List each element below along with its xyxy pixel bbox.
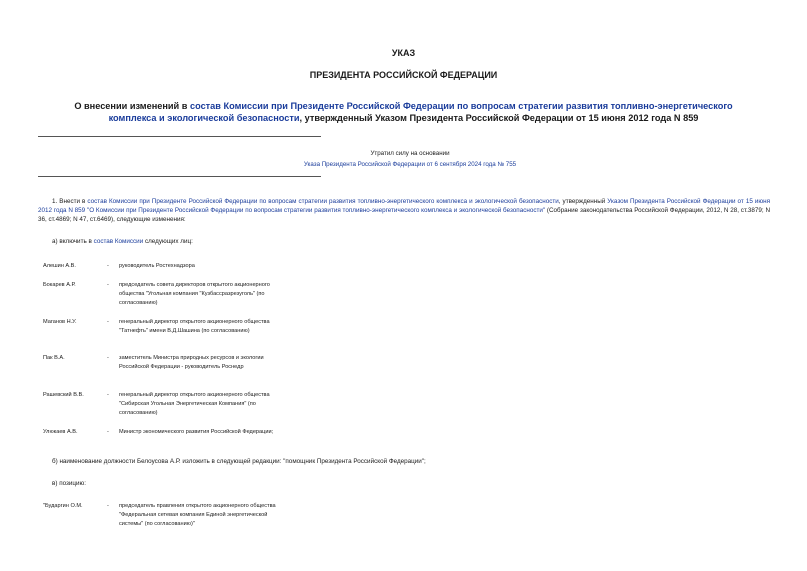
member-name: Алешин А.В. (43, 263, 76, 269)
item-b: б) наименование должности Белоусова А.Р. изложить в следующей редакции: "помощник Президента Российской Федерации"; (52, 458, 426, 465)
member-position: генеральный директор открытого акционерного общества "Татнефть" имени В.Д.Шашина (по согласованию) (119, 319, 270, 334)
member-position: руководитель Ростехнадзора (119, 263, 195, 269)
paragraph-1-mid: , утвержденный (558, 198, 608, 205)
item-a-tail: следующих лиц: (143, 238, 193, 245)
divider-bottom (38, 176, 321, 177)
repeal-decree-link[interactable]: Указа Президента Российской Федерации от 6 сентября 2024 года № 755 (303, 161, 517, 168)
member-position: генеральный директор открытого акционерного общества "Сибирская Угольная Энергетическая Компания" (по согласованию) (119, 392, 270, 416)
member-name: Улюкаев А.В. (43, 429, 78, 435)
paragraph-1-tail: (Собрание законодательства Российской Федерации, 2012, N 28, ст.3879; N 36, ст.4869; N 47, ст.6469), следующие изменения: (38, 207, 770, 223)
title-commission-link[interactable]: состав Комиссии при Президенте Российской Федерации по вопросам стратегии развития топливно-энергетического комплекса и экологической безопасности (108, 101, 733, 123)
member-dash: - (107, 263, 109, 269)
position-dash: - (107, 503, 109, 509)
item-a-commission-link[interactable]: состав Комиссии (93, 238, 144, 245)
member-name: Пак В.А. (43, 355, 65, 361)
decree-title (60, 100, 747, 124)
status-note (260, 148, 560, 170)
status-note-text: Утратил силу на основании (370, 150, 450, 157)
member-dash: - (107, 392, 109, 398)
item-a-lead: а) включить в (52, 238, 94, 245)
divider-top (38, 136, 321, 137)
paragraph-1-lead: 1. Внести в (52, 198, 88, 205)
item-v: в) позицию: (52, 480, 87, 487)
title-text-1: О внесении изменений в (74, 101, 190, 111)
paragraph-1-decree-link[interactable]: Указом Президента Российской Федерации от 15 июня 2012 года N 859 "О Комиссии при Президенте Российской Федерации по вопросам стратегии развития топливно-энергетического комплекса и экологической безопасности" (38, 198, 770, 214)
member-dash: - (107, 429, 109, 435)
member-position: заместитель Министра природных ресурсов и экологии Российской Федерации - руководитель Роснедр (119, 355, 264, 370)
position-description: председатель правления открытого акционерного общества "Федеральная сетевая компания Единой энергетической системы" (по согласованию)" (119, 503, 276, 527)
decree-heading: УКАЗ (391, 48, 416, 58)
president-heading: ПРЕЗИДЕНТА РОССИЙСКОЙ ФЕДЕРАЦИИ (309, 70, 498, 80)
member-dash: - (107, 355, 109, 361)
member-position: Министр экономического развития Российской Федерации; (119, 429, 274, 435)
paragraph-1 (38, 197, 770, 224)
member-dash: - (107, 319, 109, 325)
position-name: "Бударгин О.М. (43, 503, 83, 509)
item-a (52, 238, 193, 245)
title-text-2: , утвержденный Указом Президента Российской Федерации от 15 июня 2012 года N 859 (299, 113, 699, 123)
member-name: Бокарев А.Р. (43, 282, 76, 288)
member-position: председатель совета директоров открытого акционерного общества "Угольная компания "Кузбассразрезуголь" (по согласованию) (119, 282, 270, 306)
paragraph-1-commission-link[interactable]: состав Комиссии при Президенте Российской Федерации по вопросам стратегии развития топливно-энергетического комплекса и экологической безопасности (87, 198, 559, 205)
member-name: Рашевский В.В. (43, 392, 84, 398)
member-dash: - (107, 282, 109, 288)
member-name: Маганов Н.У. (43, 319, 77, 325)
